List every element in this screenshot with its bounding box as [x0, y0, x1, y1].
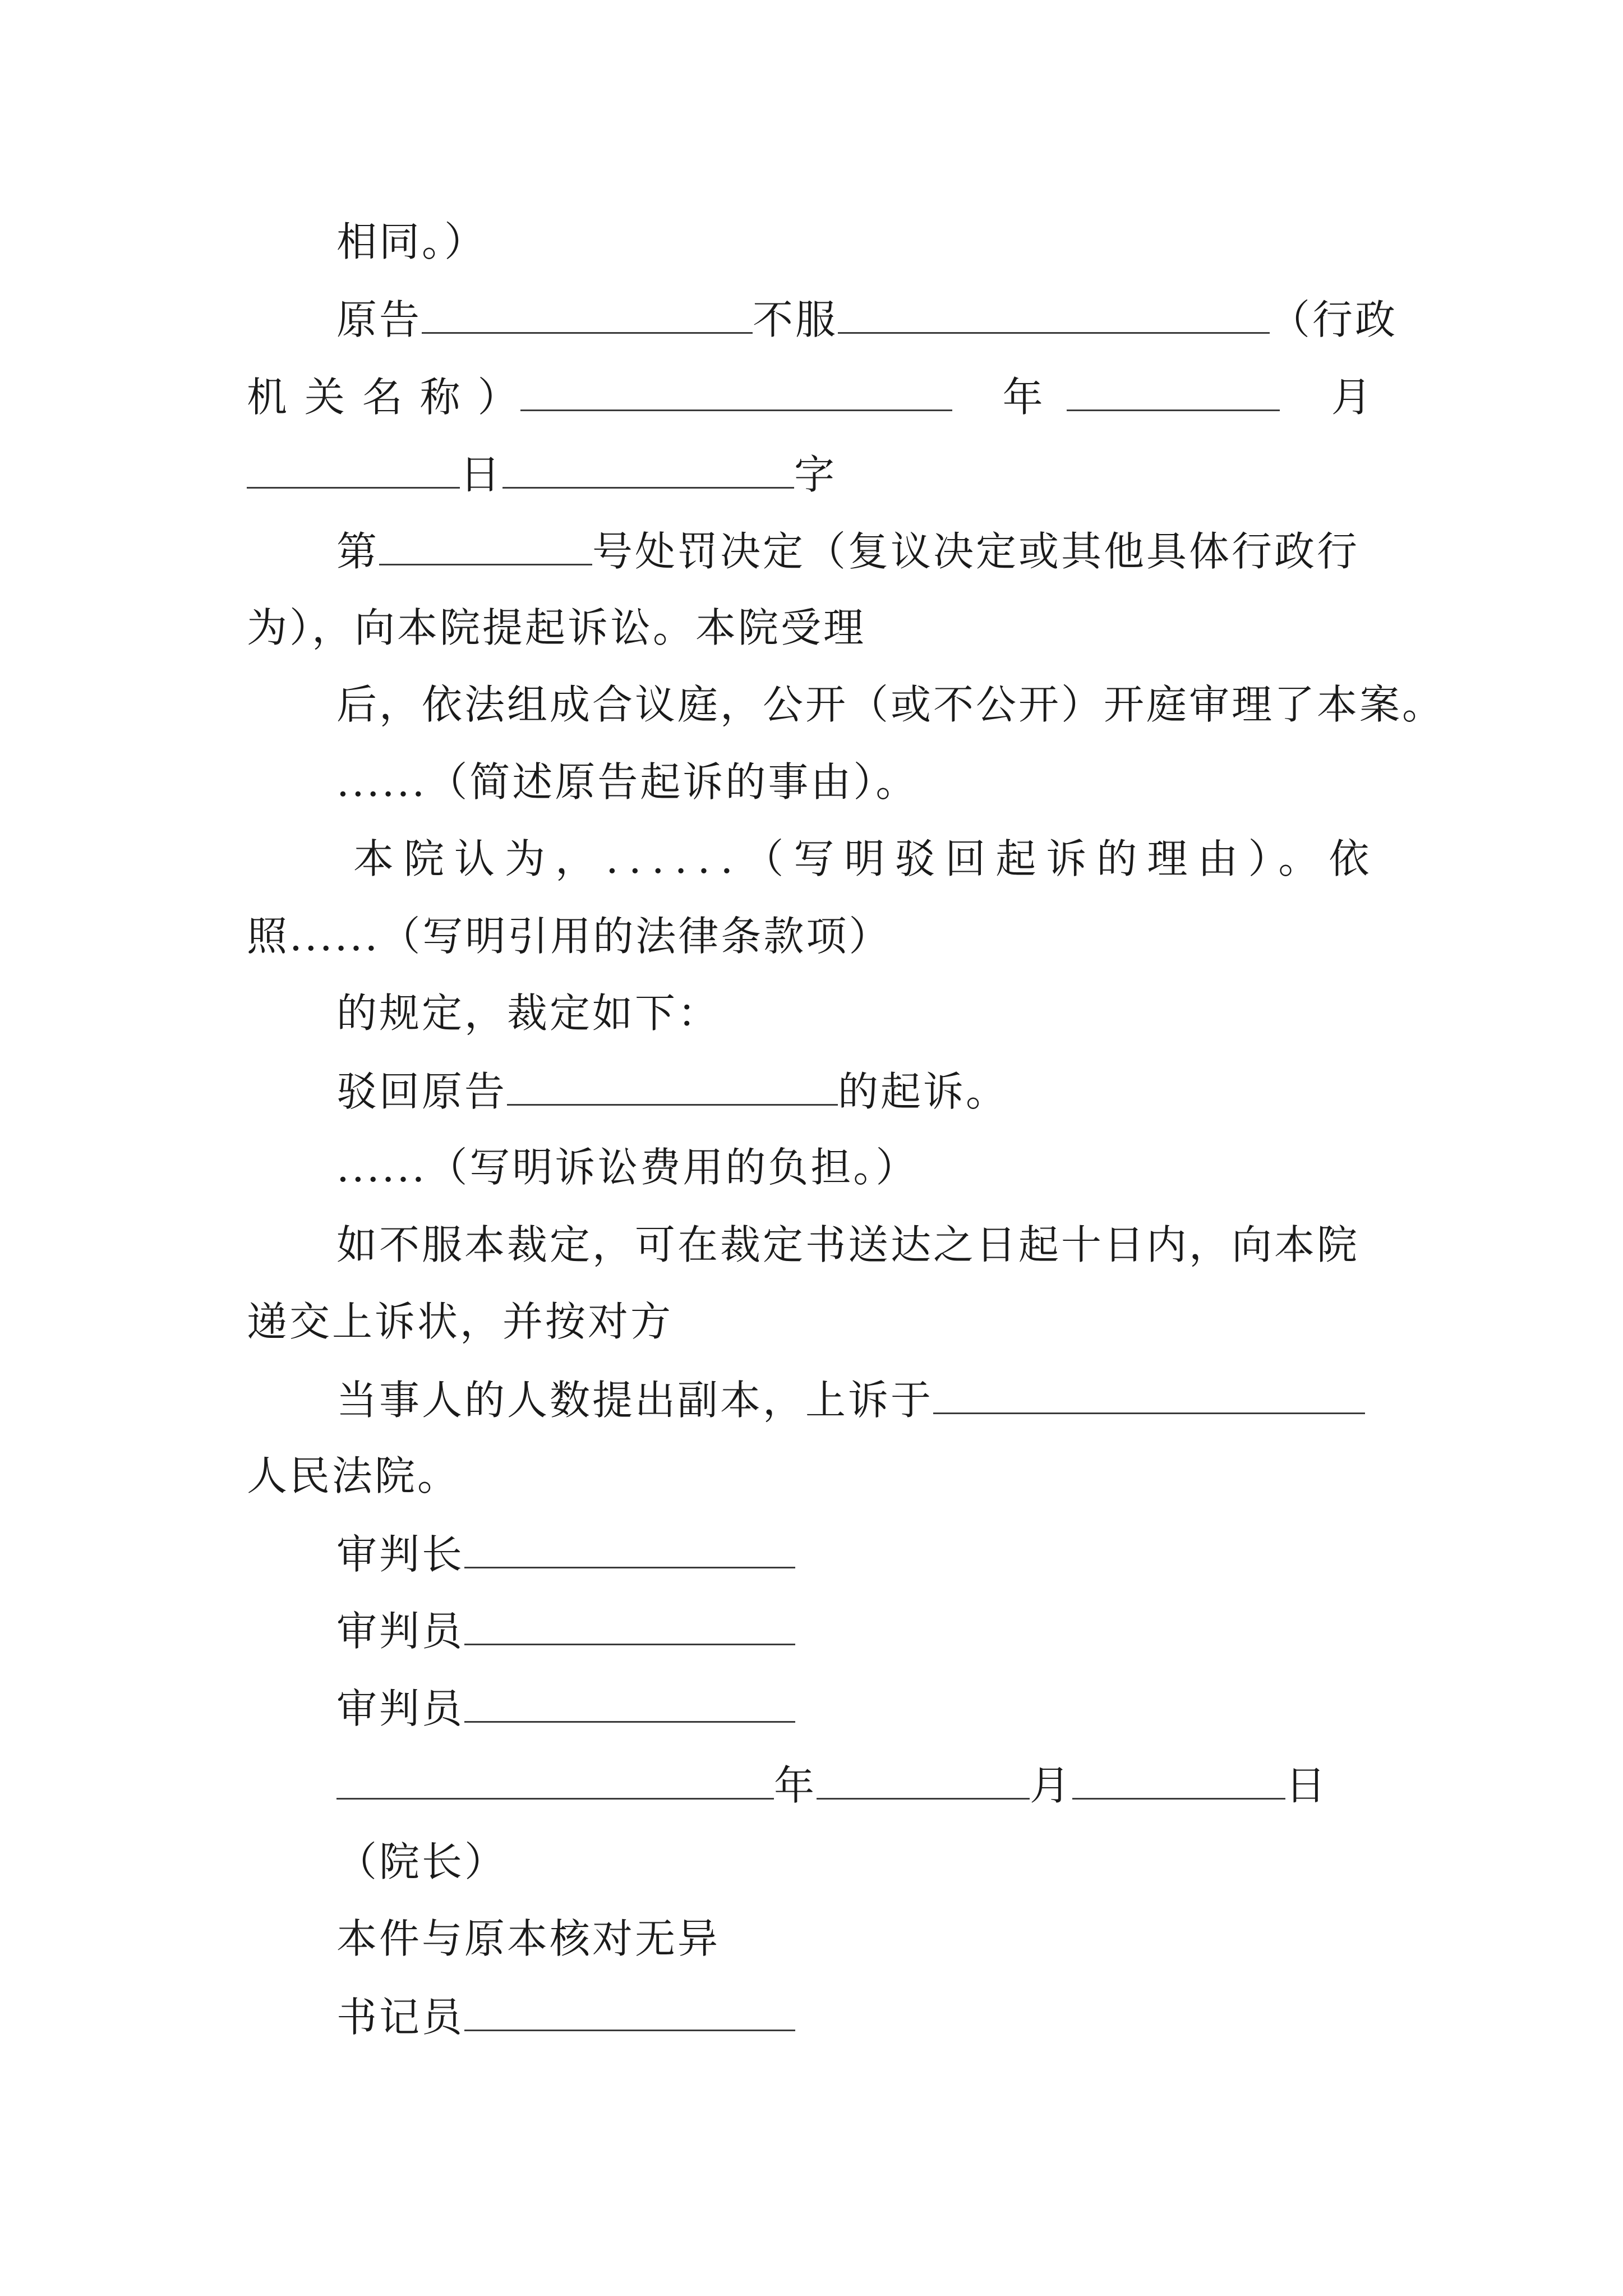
day-label: 日 — [1285, 1762, 1329, 1809]
text-fragment: 字 — [794, 451, 837, 498]
clerk-label: 书记员 — [336, 1994, 465, 2041]
year-label: 年 — [774, 1762, 817, 1809]
text-line — [336, 1377, 1365, 1424]
text-fragment: 机 关 名 称 ） — [247, 374, 520, 421]
text-line — [247, 604, 866, 651]
month-blank — [1067, 376, 1280, 411]
agency-blank — [838, 298, 1270, 334]
text-fragment: 后，依法组成合议庭，公开（或不公开）开庭审理了本案。 — [336, 681, 1445, 728]
year-label: 年 — [1002, 374, 1045, 421]
text-line — [336, 1531, 795, 1578]
text-fragment: 当事人的人数提出副本，上诉于 — [336, 1377, 934, 1424]
text-line — [336, 528, 1360, 575]
text-fragment: 的规定，裁定如下： — [336, 990, 721, 1037]
appeal-court-blank — [933, 1379, 1365, 1414]
month-label: 月 — [1331, 374, 1374, 421]
text-line — [336, 1144, 919, 1191]
text-fragment: 递交上诉状，并按对方 — [247, 1298, 674, 1345]
plaintiff-name-blank — [507, 1070, 838, 1106]
text-line — [336, 296, 1398, 343]
judge-label: 审判员 — [336, 1608, 465, 1655]
clerk-blank — [464, 1996, 795, 2031]
text-fragment: 为），向本院提起诉讼。本院受理 — [247, 604, 866, 651]
text-fragment: ......（简述原告起诉的事由）。 — [336, 758, 919, 806]
text-fragment: 号处罚决定（复议决定或其他具体行政行 — [592, 528, 1360, 575]
text-line — [336, 1068, 1009, 1115]
judge-blank — [464, 1610, 795, 1645]
text-line — [247, 374, 1374, 421]
text-fragment: 如不服本裁定，可在裁定书送达之日起十日内，向本院 — [336, 1221, 1360, 1268]
text-line — [336, 990, 721, 1037]
text-line — [336, 218, 487, 265]
text-fragment: ......（写明诉讼费用的负担。） — [336, 1144, 919, 1191]
word-blank — [502, 453, 794, 489]
presiding-judge-label: 审判长 — [336, 1531, 465, 1578]
text-fragment: 照......（写明引用的法律条款项） — [247, 913, 892, 960]
text-line — [336, 681, 1445, 728]
year-blank — [336, 1764, 774, 1800]
text-line — [353, 835, 1380, 882]
text-line — [336, 1915, 721, 1962]
day-blank — [1072, 1764, 1285, 1800]
text-fragment: 本件与原本核对无异 — [336, 1915, 721, 1962]
text-line — [336, 1838, 508, 1885]
text-fragment: 人民法院。 — [247, 1452, 460, 1499]
text-fragment: （院长） — [336, 1838, 508, 1885]
day-blank — [247, 453, 460, 489]
text-fragment: 不服 — [753, 296, 838, 343]
text-fragment: 相同。） — [336, 218, 487, 265]
plaintiff-blank — [422, 298, 753, 334]
agency-name-blank — [520, 376, 952, 411]
month-blank — [817, 1764, 1030, 1800]
text-line — [336, 1685, 795, 1732]
presiding-judge-blank — [464, 1533, 795, 1568]
text-fragment: 第 — [336, 528, 380, 575]
text-line — [247, 1298, 674, 1345]
plaintiff-label: 原告 — [336, 296, 422, 343]
text-fragment: 的起诉。 — [838, 1068, 1009, 1115]
text-fragment: 驳回原告 — [336, 1068, 508, 1115]
text-line — [336, 1221, 1360, 1268]
number-blank — [379, 530, 592, 565]
text-line — [336, 1762, 1329, 1809]
text-line — [247, 1452, 460, 1499]
day-label: 日 — [460, 451, 503, 498]
text-fragment: 本院认为，......（写明驳回起诉的理由）。依 — [353, 835, 1380, 882]
judge-blank — [464, 1687, 795, 1723]
text-line — [336, 1608, 795, 1655]
text-line — [336, 1994, 795, 2041]
month-label: 月 — [1030, 1762, 1073, 1809]
text-fragment: （行政 — [1270, 296, 1398, 343]
text-line — [247, 451, 837, 498]
text-line — [247, 913, 892, 960]
judge-label: 审判员 — [336, 1685, 465, 1732]
text-line — [336, 758, 919, 806]
